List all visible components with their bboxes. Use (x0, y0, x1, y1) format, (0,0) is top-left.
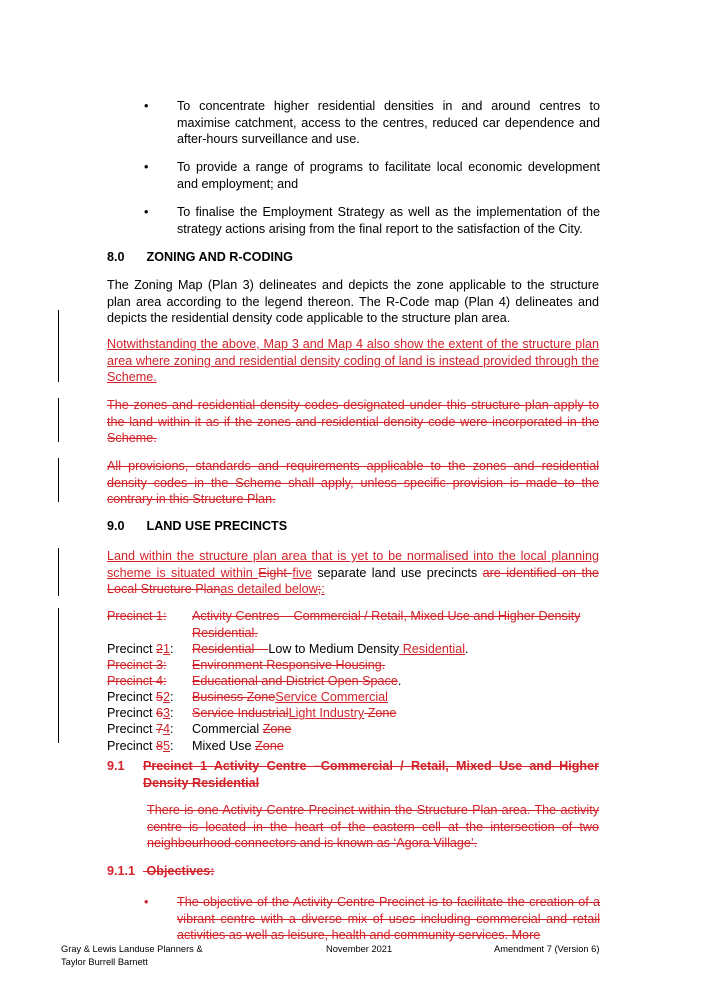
change-bar (58, 458, 59, 502)
bullet-text: The objective of the Activity Centre Precinct is to facilitate the creation of a vibrant centre with a diverse mix of uses including commercial and retail activities as well as leisure, health and community services. More (177, 895, 600, 942)
activity-centre-paragraph-deleted: There is one Activity Centre Precinct within the Structure Plan area. The activity centre is located in the heart of the eastern cell at the intersection of two neighbourhood connectors and is known as ‘Agora Village’. (147, 803, 599, 850)
section-title: Objectives: (146, 864, 215, 878)
footer-left (61, 943, 203, 968)
precinct-3-row (107, 657, 607, 673)
precinct-description: Educational and District Open Space. (192, 674, 402, 689)
precinct-label: Precinct 4: (107, 674, 167, 689)
section-number: 9.0 (107, 519, 125, 533)
inserted-text: : (321, 582, 325, 596)
bullet-local-economic (146, 159, 600, 192)
section-8-heading (107, 249, 293, 265)
precinct-5-row (107, 689, 607, 705)
precinct-label: Precinct 63: (107, 706, 174, 721)
notwithstanding-paragraph-inserted: Notwithstanding the above, Map 3 and Map 4 also show the extent of the structure plan area where zoning and residential density coding of land is instead provided through the Scheme. (107, 337, 599, 384)
section-title: ZONING AND R-CODING (146, 250, 293, 264)
precinct-description: Service IndustrialLight Industry Zone (192, 706, 397, 721)
land-use-intro-paragraph (107, 548, 599, 598)
change-bar (58, 608, 59, 743)
plain-text: separate land use precincts (311, 565, 483, 580)
deleted-text: ; (317, 582, 322, 596)
deleted-text: Eight (258, 565, 293, 580)
provisions-paragraph-deleted: All provisions, standards and requirements applicable to the zones and residential density codes in the Scheme shall apply, unless specific provision is made to the contrary in this Structure Plan. (107, 459, 599, 506)
inserted-text: as detailed below (220, 582, 318, 596)
precinct-label: Precinct 85: (107, 738, 174, 753)
precinct-7-row (107, 721, 607, 737)
footer-author-line-1: Gray & Lewis Landuse Planners & (61, 944, 203, 954)
footer-author-line-2: Taylor Burrell Barnett (61, 956, 148, 967)
section-9-1-1-heading-deleted (107, 863, 599, 880)
zones-paragraph-deleted: The zones and residential density codes designated under this structure plan apply to the land within it as if the zones and residential density code were incorporated in the Scheme. (107, 398, 599, 445)
precinct-list (107, 641, 607, 754)
precinct-description: Business ZoneService Commercial (192, 690, 388, 705)
bullet-text: To provide a range of programs to facilitate local economic development and employment; and (177, 160, 600, 191)
precinct-4-row (107, 673, 607, 689)
precinct-6-row (107, 705, 607, 721)
change-bar (58, 398, 59, 442)
precinct-label: Precinct 1: (107, 609, 167, 623)
precinct-label: Precinct 21: (107, 642, 174, 656)
footer-amendment: Amendment 7 (Version 6) (494, 944, 600, 954)
precinct-description: Mixed Use Zone (192, 738, 284, 753)
precinct-description: Commercial Zone (192, 722, 292, 737)
precinct-2-row (107, 641, 607, 657)
bullet-text: To finalise the Employment Strategy as well as the implementation of the strategy actions arising from the final report to the satisfaction of the City. (177, 205, 600, 236)
section-number: 9.1 (107, 759, 125, 773)
bullet-text: To concentrate higher residential densities in and around centres to maximise catchment, access to the centres, reduced car dependence and after-hours surveillance and use. (177, 99, 600, 146)
section-9-heading (107, 518, 287, 534)
precinct-label: Precinct 3: (107, 658, 167, 673)
precinct-description: Activity Centres – Commercial / Retail, Mixed Use and Higher Density Residential. (192, 609, 581, 640)
inserted-text: five (292, 565, 312, 580)
bullet-dot-icon: • (144, 160, 149, 174)
bullet-employment-strategy (146, 204, 600, 237)
precinct-8-row (107, 738, 607, 754)
deleted-text: are identified on the Local Structure Plan (107, 565, 599, 596)
section-title: Precinct 1 Activity Centre –Commercial / Retail, Mixed Use and Higher Density Residential (143, 759, 599, 790)
section-number: 8.0 (107, 250, 125, 264)
zoning-map-paragraph: The Zoning Map (Plan 3) delineates and depicts the zone applicable to the structure plan area according to the legend thereon. The R-Code map (Plan 4) delineates and depicts the residential density code applicable to the structure plan area. (107, 278, 599, 325)
precinct-description: Environment Responsive Housing. (192, 658, 386, 673)
inserted-text: Land within the structure plan area that is yet to be normalised into the local planning scheme is situated within (107, 549, 599, 580)
bullet-dot-icon: • (144, 99, 149, 113)
section-number: 9.1.1 (107, 864, 136, 878)
change-bar (58, 310, 59, 382)
footer-date: November 2021 (326, 944, 393, 954)
section-9-1-heading-deleted (107, 758, 599, 791)
precinct-label: Precinct 52: (107, 690, 174, 705)
precinct-label: Precinct 74: (107, 722, 174, 737)
section-title: LAND USE PRECINCTS (146, 519, 288, 533)
bullet-higher-densities (146, 98, 600, 148)
bullet-dot-icon: • (144, 205, 149, 219)
bullet-dot-icon: • (144, 895, 149, 909)
precinct-description: Residential – Low to Medium Density Residential. (192, 642, 469, 656)
precinct-1-row (107, 608, 605, 641)
objective-bullet-deleted (146, 894, 600, 944)
change-bar (58, 548, 59, 596)
